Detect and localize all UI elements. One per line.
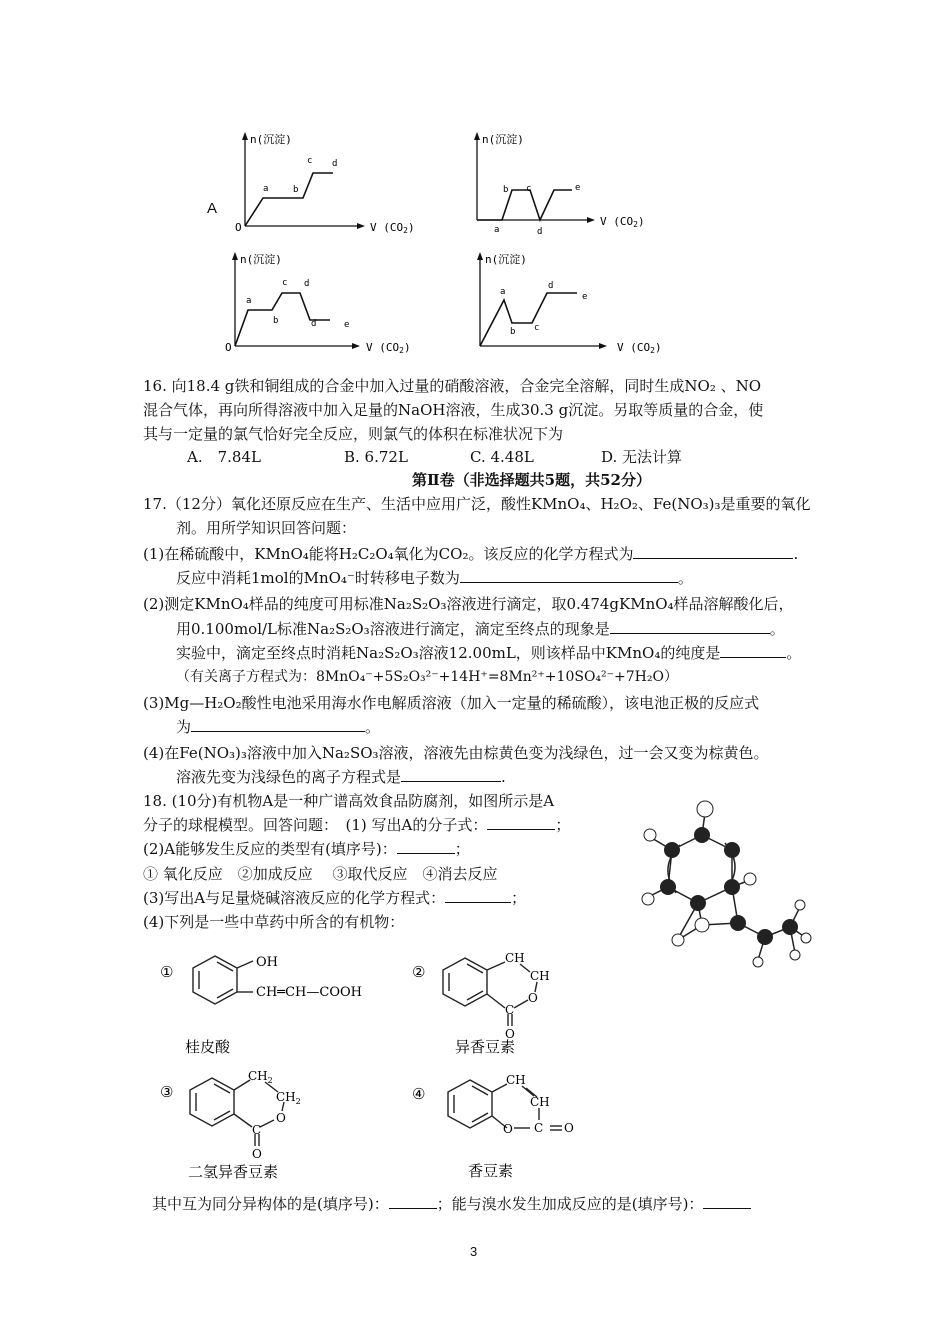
svg-text:O: O <box>564 1121 574 1135</box>
svg-text:①: ① <box>160 963 174 981</box>
q17-intro-2: 剂。用所学知识回答问题： <box>176 519 357 537</box>
graph-1 <box>230 128 430 238</box>
q18-line-2: 分子的球棍模型。回答问题： (1) 写出A的分子式： ； <box>143 813 570 837</box>
svg-text:d: d <box>332 159 338 169</box>
label-coumarin: 香豆素 <box>468 1162 514 1180</box>
svg-text:O: O <box>225 341 232 354</box>
answer-blank[interactable] <box>460 566 678 583</box>
svg-text:c: c <box>282 278 288 288</box>
q18-line-5: (3)写出A与足量烧碱溶液反应的化学方程式： ； <box>143 886 526 910</box>
structure-isocoumarin <box>410 948 590 1063</box>
svg-text:d: d <box>304 279 310 289</box>
graph-4 <box>472 248 692 360</box>
svg-text:b: b <box>503 185 509 195</box>
svg-text:C: C <box>252 1123 262 1137</box>
q17-part-3a: (3)Mg—H₂O₂酸性电池采用海水作电解质溶液（加入一定量的稀硫酸），该电池正极的反应式 <box>143 694 760 712</box>
svg-text:CH2: $CH_2$ <box>276 1090 301 1106</box>
svg-text:O: O <box>276 1111 286 1125</box>
graph-4-ylabel: n(沉淀) <box>485 253 527 266</box>
q17-part-4a: (4)在Fe(NO₃)₃溶液中加入Na₂SO₃溶液，溶液先由棕黄色变为浅绿色，过一会又变为棕黄色。 <box>143 744 769 762</box>
answer-blank[interactable] <box>633 542 793 559</box>
svg-text:c: c <box>526 184 532 194</box>
svg-text:e: e <box>344 320 350 330</box>
svg-text:a: a <box>500 287 506 297</box>
graph-2-ylabel: n(沉淀) <box>482 133 524 146</box>
svg-text:O: O <box>235 221 242 234</box>
q17-part-2a: (2)测定KMnO₄样品的纯度可用标准Na₂S₂O₃溶液进行滴定，取0.474gKMnO₄样品溶解酸化后， <box>143 595 794 613</box>
answer-blank[interactable] <box>445 886 511 903</box>
section-2-heading: 第Ⅱ卷（非选择题共5题，共52分） <box>412 471 651 489</box>
label-dihydroisocoumarin: 二氢异香豆素 <box>188 1163 279 1181</box>
svg-text:O: O <box>503 1122 513 1136</box>
svg-text:CH: CH <box>530 969 550 983</box>
svg-text:V (CO2): V (CO2) <box>617 341 662 355</box>
q16-option-a: A. 7.84L <box>187 448 261 466</box>
svg-text:C: C <box>505 1003 515 1017</box>
svg-text:b: b <box>510 327 516 337</box>
svg-text:V (CO2): V (CO2) <box>600 215 645 229</box>
answer-blank[interactable] <box>720 641 786 658</box>
answer-blank[interactable] <box>401 765 501 782</box>
page-number: 3 <box>470 1244 478 1259</box>
answer-blank[interactable] <box>487 813 555 830</box>
q18-line-4: ① 氧化反应 ②加成反应 ③取代反应 ④消去反应 <box>143 865 498 883</box>
svg-text:V (CO2): V (CO2) <box>366 341 411 355</box>
q17-ionic-equation: （有关离子方程式为：8MnO₄⁻+5S₂O₃²⁻+14H⁺=8Mn²⁺+10SO₄²⁻+7H₂O） <box>176 669 678 685</box>
svg-text:CH: CH <box>505 951 525 965</box>
q18-line-3: (2)A能够发生反应的类型有(填序号)： ； <box>143 837 470 861</box>
q16-line-3: 其与一定量的氯气恰好完全反应，则氯气的体积在标准状况下为 <box>143 425 564 443</box>
svg-text:O: O <box>252 1147 262 1161</box>
structure-cinnamic-acid <box>155 948 405 1058</box>
svg-text:a: a <box>263 184 269 194</box>
svg-text:a: a <box>494 225 500 235</box>
graph-3 <box>220 248 440 360</box>
q17-part-1a: (1)在稀硫酸中，KMnO₄能将H₂C₂O₄氧化为CO₂。该反应的化学方程式为 . <box>143 542 798 566</box>
q16-line-1: 16. 向18.4 g铁和铜组成的合金中加入过量的硝酸溶液，合金完全溶解，同时生成NO₂ 、NO <box>143 377 762 395</box>
graph-3-ylabel: n(沉淀) <box>240 253 282 266</box>
answer-blank[interactable] <box>397 837 455 854</box>
q17-part-4b: 溶液先变为浅绿色的离子方程式是 . <box>176 765 506 789</box>
answer-blank[interactable] <box>610 617 770 634</box>
q16-option-b: B. 6.72L <box>344 448 408 466</box>
q17-part-2c: 实验中，滴定至终点时消耗Na₂S₂O₃溶液12.00mL，则该样品中KMnO₄的纯度是 。 <box>176 641 801 665</box>
answer-blank[interactable] <box>389 1192 437 1209</box>
svg-text:CH: CH <box>530 1095 550 1109</box>
option-a-label: A <box>207 200 218 217</box>
q16-line-2: 混合气体，再向所得溶液中加入足量的NaOH溶液，生成30.3 g沉淀。另取等质量的合金，使 <box>143 401 764 419</box>
svg-text:d: d <box>311 319 317 329</box>
q18-line-6: (4)下列是一些中草药中所含的有机物： <box>143 913 405 931</box>
svg-text:e: e <box>575 183 581 193</box>
q17-part-3b: 为 。 <box>176 715 380 739</box>
svg-text:CH: CH <box>506 1073 526 1087</box>
svg-text:c: c <box>534 323 540 333</box>
graph-1-ylabel: n(沉淀) <box>250 133 292 146</box>
svg-text:OH: OH <box>256 955 278 970</box>
q18-final-line: 其中互为同分异构体的是(填序号)： ；能与溴水发生加成反应的是(填序号)： <box>152 1192 751 1216</box>
q16-option-c: C. 4.48L <box>470 448 534 466</box>
svg-text:CH2: $CH_2$ <box>248 1069 273 1085</box>
q16-option-d: D. 无法计算 <box>601 448 683 466</box>
structure-coumarin <box>410 1070 600 1184</box>
svg-text:③: ③ <box>160 1083 174 1101</box>
svg-text:d: d <box>548 281 554 291</box>
svg-text:O: O <box>528 991 538 1005</box>
svg-text:c: c <box>307 156 313 166</box>
q17-part-1b: 反应中消耗1mol的MnO₄⁻时转移电子数为 。 <box>176 566 693 590</box>
label-cinnamic-acid: 桂皮酸 <box>185 1038 231 1056</box>
label-isocoumarin: 异香豆素 <box>455 1038 516 1056</box>
answer-blank[interactable] <box>703 1192 751 1209</box>
svg-text:O: O <box>505 1027 515 1041</box>
q18-line-1: 18. (10分)有机物A是一种广谱高效食品防腐剂，如图所示是A <box>143 792 555 810</box>
svg-text:V (CO2): V (CO2) <box>370 221 415 235</box>
svg-text:④: ④ <box>412 1085 426 1103</box>
svg-text:C: C <box>534 1121 544 1135</box>
svg-text:②: ② <box>412 963 426 981</box>
structure-dihydroisocoumarin <box>160 1064 340 1184</box>
svg-text:b: b <box>293 185 299 195</box>
answer-blank[interactable] <box>191 715 365 732</box>
graph-2 <box>462 128 662 238</box>
ball-and-stick-model <box>640 795 820 975</box>
q17-intro-1: 17.（12分）氧化还原反应在生产、生活中应用广泛，酸性KMnO₄、H₂O₂、Fe(NO₃)₃是重要的氧化 <box>143 495 811 513</box>
svg-text:CH═CH—COOH: CH═CH—COOH <box>256 985 362 1000</box>
svg-text:e: e <box>582 292 588 302</box>
svg-text:a: a <box>246 296 252 306</box>
svg-text:b: b <box>273 316 279 326</box>
q17-part-2b: 用0.100mol/L标准Na₂S₂O₃溶液进行滴定，滴定至终点的现象是 。 <box>176 617 785 641</box>
svg-text:d: d <box>537 227 543 237</box>
